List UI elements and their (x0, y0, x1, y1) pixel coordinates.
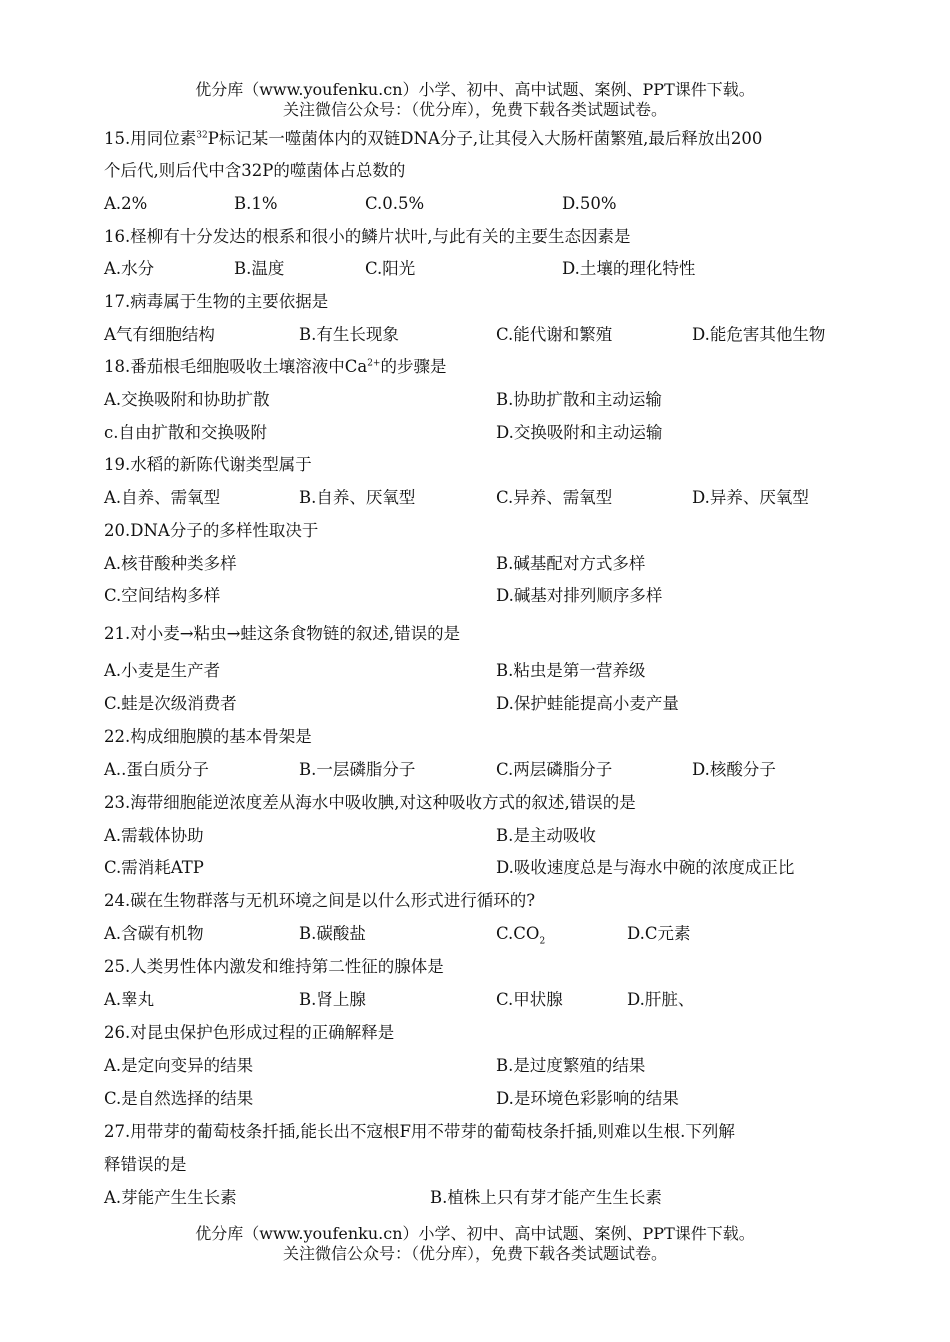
question-17-option-a: A气有细胞结构 (104, 325, 215, 344)
question-18-option-b: B.协助扩散和主动运输 (496, 390, 662, 409)
question-24-option-c: $C.CO_2$ (496, 924, 546, 947)
question-15-stem-line-2: 个后代,则后代中含32P的噬菌体占总数的 (104, 161, 406, 180)
header-line-2: 关注微信公众号：（优分库），免费下载各类试题试卷。 (282, 100, 667, 119)
question-20-option-a: A.核苷酸种类多样 (104, 554, 237, 573)
question-18-stem: 18.番茄根毛细胞吸收土壤溶液中$Ca^{2+}$的步骤是 (104, 357, 447, 376)
question-27-option-a: A.芽能产生生长素 (104, 1188, 237, 1207)
question-24-option-a: A.含碳有机物 (104, 924, 204, 943)
question-17-option-b: B.有生长现象 (299, 325, 399, 344)
question-26-option-a: A.是定向变异的结果 (104, 1056, 254, 1075)
question-23-option-a: A.需载体协助 (104, 826, 204, 845)
question-24-stem: 24.碳在生物群落与无机环境之间是以什么形式进行循环的? (104, 891, 536, 910)
question-17-option-d: D.能危害其他生物 (692, 325, 826, 344)
question-16-option-b: B.温度 (234, 259, 285, 278)
question-20-option-d: D.碱基对排列顺序多样 (496, 586, 663, 605)
question-15-option-c: C.0.5% (365, 194, 425, 213)
question-15-option-a: A.2% (104, 194, 148, 213)
question-16-option-c: C.阳光 (365, 259, 416, 278)
question-19-option-b: B.自养、厌氧型 (299, 488, 416, 507)
question-27-stem-line-2: 释错误的是 (104, 1155, 187, 1174)
question-24-option-d: D.C元素 (627, 924, 691, 943)
question-23-option-c: C.需消耗ATP (104, 858, 204, 877)
question-18-option-c: c.自由扩散和交换吸附 (104, 423, 267, 442)
question-19-stem: 19.水稻的新陈代谢类型属于 (104, 455, 312, 474)
header-line-1: 优分库（www.youfenku.cn）小学、初中、高中试题、案例、PPT课件下载。 (195, 80, 755, 99)
question-22-option-a: A..蛋白质分子 (104, 760, 209, 779)
question-27-option-b: B.植株上只有芽才能产生生长素 (430, 1188, 662, 1207)
question-22-option-d: D.核酸分子 (692, 760, 776, 779)
question-25-stem: 25.人类男性体内激发和维持第二性征的腺体是 (104, 957, 444, 976)
question-17-stem: 17.病毒属于生物的主要依据是 (104, 292, 329, 311)
question-15-stem: 15.用同位素$^{32}$P标记某一噬菌体内的双链DNA分子,让其侵入大肠杆菌繁殖,最后释放出200 (104, 129, 763, 148)
footer-line-2: 关注微信公众号：（优分库），免费下载各类试题试卷。 (282, 1244, 667, 1263)
question-18-option-a: A.交换吸附和协助扩散 (104, 390, 270, 409)
question-26-stem: 26.对昆虫保护色形成过程的正确解释是 (104, 1023, 395, 1042)
question-22-stem: 22.构成细胞膜的基本骨架是 (104, 727, 312, 746)
question-25-option-d: D.肝脏、 (627, 990, 695, 1009)
question-16-stem: 16.柽柳有十分发达的根系和很小的鳞片状叶,与此有关的主要生态因素是 (104, 227, 631, 246)
question-19-option-a: A.自养、需氧型 (104, 488, 221, 507)
question-21-option-a: A.小麦是生产者 (104, 661, 221, 680)
question-25-option-b: B.肾上腺 (299, 990, 366, 1009)
question-26-option-d: D.是环境色彩影响的结果 (496, 1089, 679, 1108)
question-18-option-d: D.交换吸附和主动运输 (496, 423, 663, 442)
question-19-option-c: C.异养、需氧型 (496, 488, 613, 507)
question-23-stem: 23.海带细胞能逆浓度差从海水中吸收腆,对这种吸收方式的叙述,错误的是 (104, 793, 636, 812)
question-19-option-d: D.异养、厌氧型 (692, 488, 809, 507)
question-23-option-b: B.是主动吸收 (496, 826, 596, 845)
footer-line-1: 优分库（www.youfenku.cn）小学、初中、高中试题、案例、PPT课件下载。 (195, 1224, 755, 1243)
question-22-option-b: B.一层磷脂分子 (299, 760, 416, 779)
question-22-option-c: C.两层磷脂分子 (496, 760, 613, 779)
question-25-option-a: A.睾丸 (104, 990, 155, 1009)
question-20-option-c: C.空间结构多样 (104, 586, 221, 605)
question-23-option-d: D.吸收速度总是与海水中碗的浓度成正比 (496, 858, 795, 877)
question-21-option-d: D.保护蛙能提高小麦产量 (496, 694, 679, 713)
question-15-option-d: D.50% (562, 194, 617, 213)
question-21-option-b: B.粘虫是第一营养级 (496, 661, 646, 680)
question-24-option-b: B.碳酸盐 (299, 924, 366, 943)
question-27-stem: 27.用带芽的葡萄枝条扦插,能长出不寇根F用不带芽的葡萄枝条扦插,则难以生根.下列解 (104, 1122, 735, 1141)
question-17-option-c: C.能代谢和繁殖 (496, 325, 613, 344)
question-15-option-b: B.1% (234, 194, 278, 213)
question-20-stem: 20.DNA分子的多样性取决于 (104, 521, 319, 540)
question-16-option-d: D.土壤的理化特性 (562, 259, 696, 278)
question-21-stem: 21.对小麦→粘虫→蛙这条食物链的叙述,错误的是 (104, 624, 461, 643)
question-21-option-c: C.蛙是次级消费者 (104, 694, 237, 713)
question-16-option-a: A.水分 (104, 259, 155, 278)
question-20-option-b: B.碱基配对方式多样 (496, 554, 646, 573)
question-25-option-c: C.甲状腺 (496, 990, 563, 1009)
question-26-option-c: C.是自然选择的结果 (104, 1089, 254, 1108)
question-26-option-b: B.是过度繁殖的结果 (496, 1056, 646, 1075)
